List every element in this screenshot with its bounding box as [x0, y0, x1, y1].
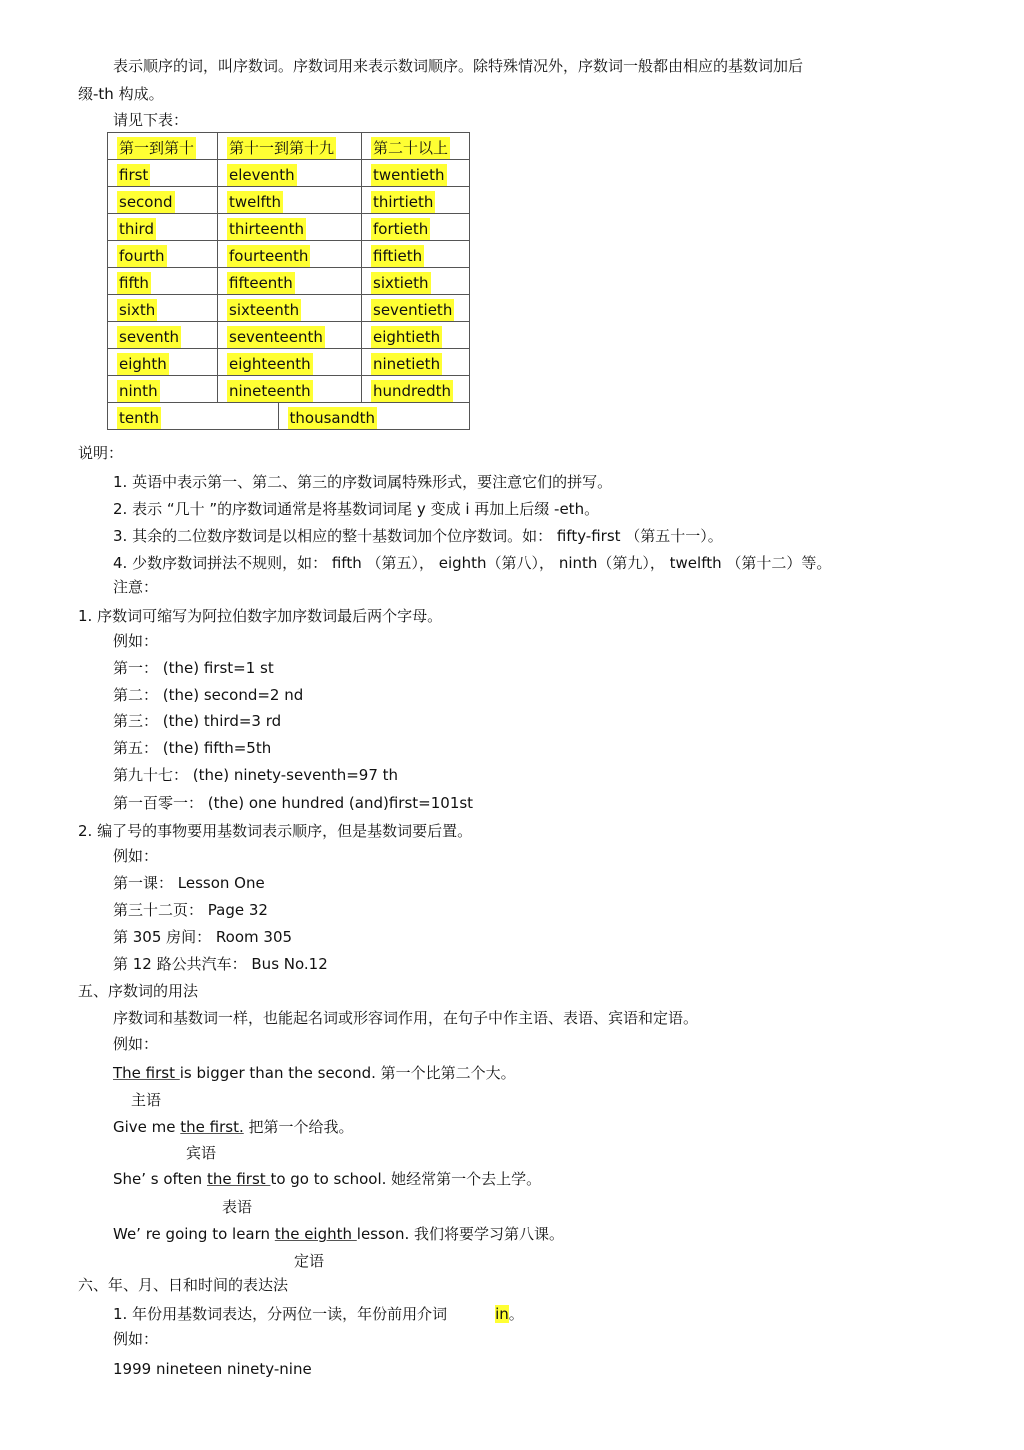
table-header-cell: 第一到第十: [108, 133, 218, 160]
example-label: 例如：: [113, 847, 159, 865]
table-cell: eighth: [108, 349, 218, 376]
table-header-row: [108, 133, 470, 160]
see-table-text: 请见下表：: [113, 111, 189, 129]
table-header-cell: 第十一到第十九: [218, 133, 362, 160]
role-label-object: 宾语: [186, 1144, 217, 1162]
role-label-attribute: 定语: [294, 1252, 325, 1270]
table-row-last: [108, 403, 470, 430]
usage-sentence-predicative: She’ s often the first to go to school. 她经常第一个去上学。: [113, 1170, 542, 1188]
table-row: [108, 268, 470, 295]
table-cell: fourteenth: [218, 241, 362, 268]
table-cell: thirtieth: [362, 187, 470, 214]
cardinal-example: 第一课： Lesson One: [113, 874, 265, 892]
table-cell: sixth: [108, 295, 218, 322]
explain-item-2: 2. 表示 “几十 ”的序数词通常是将基数词词尾 y 变成 i 再加上后缀 -eth。: [113, 500, 600, 518]
table-row: [108, 214, 470, 241]
section-6-title: 六、年、月、日和时间的表达法: [78, 1276, 289, 1294]
table-header-cell: 第二十以上: [362, 133, 470, 160]
table-cell-empty: [362, 403, 470, 430]
abbr-example: 第九十七： (the) ninety-seventh=97 th: [113, 766, 399, 784]
explain-item-1: 1. 英语中表示第一、第二、第三的序数词属特殊形式，要注意它们的拼写。: [113, 473, 613, 491]
table-cell: fourth: [108, 241, 218, 268]
section-5-desc: 序数词和基数词一样，也能起名词或形容词作用，在句子中作主语、表语、宾语和定语。: [113, 1009, 699, 1027]
table-cell: hundredth: [362, 376, 470, 403]
table-row: [108, 295, 470, 322]
year-example: 1999 nineteen ninety-nine: [113, 1360, 312, 1378]
explain-item-3: 3. 其余的二位数序数词是以相应的整十基数词加个位序数词。如： fifty-first （第五十一）。: [113, 527, 723, 545]
note-title: 注意：: [113, 578, 159, 596]
table-cell: sixteenth: [218, 295, 362, 322]
ordinal-table: [107, 132, 470, 430]
role-label-subject: 主语: [131, 1091, 162, 1109]
table-cell: tenth: [108, 403, 279, 429]
table-cell: first: [108, 160, 218, 187]
table-cell: thirteenth: [218, 214, 362, 241]
usage-sentence-subject: The first is bigger than the second. 第一个比第二个大。: [113, 1064, 516, 1082]
abbr-example: 第一： (the) first=1 st: [113, 659, 274, 677]
example-label: 例如：: [113, 632, 159, 650]
explain-item-4: 4. 少数序数词拼法不规则，如： fifth （第五）， eighth（第八）， ninth（第九）， twelfth （第十二）等。: [113, 554, 832, 572]
abbr-example: 第五： (the) fifth=5th: [113, 739, 272, 757]
table-cell: eighteenth: [218, 349, 362, 376]
usage-sentence-attribute: We’ re going to learn the eighth lesson. 我们将要学习第八课。: [113, 1225, 565, 1243]
abbr-example: 第二： (the) second=2 nd: [113, 686, 304, 704]
table-cell: seventh: [108, 322, 218, 349]
table-cell: ninetieth: [362, 349, 470, 376]
table-cell: twentieth: [362, 160, 470, 187]
note-point-2: 2. 编了号的事物要用基数词表示顺序，但是基数词要后置。: [78, 822, 473, 840]
table-cell: thousandth: [289, 409, 375, 427]
note-point-1: 1. 序数词可缩写为阿拉伯数字加序数词最后两个字母。: [78, 607, 443, 625]
explain-title: 说明：: [78, 444, 124, 462]
role-label-predicative: 表语: [222, 1198, 253, 1216]
table-cell: fortieth: [362, 214, 470, 241]
table-cell: third: [108, 214, 218, 241]
table-cell: seventeenth: [218, 322, 362, 349]
table-cell: sixtieth: [362, 268, 470, 295]
table-cell: fifth: [108, 268, 218, 295]
table-row: [108, 322, 470, 349]
intro-line-1: 表示顺序的词，叫序数词。序数词用来表示数词顺序。除特殊情况外，序数词一般都由相应的基数词加后: [113, 57, 804, 75]
abbr-example: 第三： (the) third=3 rd: [113, 712, 282, 730]
table-row: [108, 187, 470, 214]
intro-line-2: 缀-th 构成。: [78, 85, 164, 103]
table-cell: eightieth: [362, 322, 470, 349]
table-cell: fiftieth: [362, 241, 470, 268]
table-row: [108, 349, 470, 376]
example-label: 例如：: [113, 1330, 159, 1348]
table-row: [108, 376, 470, 403]
section-5-title: 五、序数词的用法: [78, 982, 199, 1000]
table-cell: twelfth: [218, 187, 362, 214]
section-6-point-1: 1. 年份用基数词表达，分两位一读，年份前用介词 in。: [113, 1305, 524, 1323]
table-cell: second: [108, 187, 218, 214]
table-cell: ninth: [108, 376, 218, 403]
abbr-example: 第一百零一： (the) one hundred (and)first=101st: [113, 794, 474, 812]
cardinal-example: 第三十二页： Page 32: [113, 901, 268, 919]
table-cell: seventieth: [362, 295, 470, 322]
table-cell: fifteenth: [218, 268, 362, 295]
table-row: [108, 160, 470, 187]
table-cell: nineteenth: [218, 376, 362, 403]
table-cell: eleventh: [218, 160, 362, 187]
cardinal-example: 第 305 房间： Room 305: [113, 928, 293, 946]
usage-sentence-object: Give me the first. 把第一个给我。: [113, 1118, 354, 1136]
table-cell-group: [108, 403, 375, 430]
example-label: 例如：: [113, 1035, 159, 1053]
cardinal-example: 第 12 路公共汽车： Bus No.12: [113, 955, 328, 973]
table-row: [108, 241, 470, 268]
